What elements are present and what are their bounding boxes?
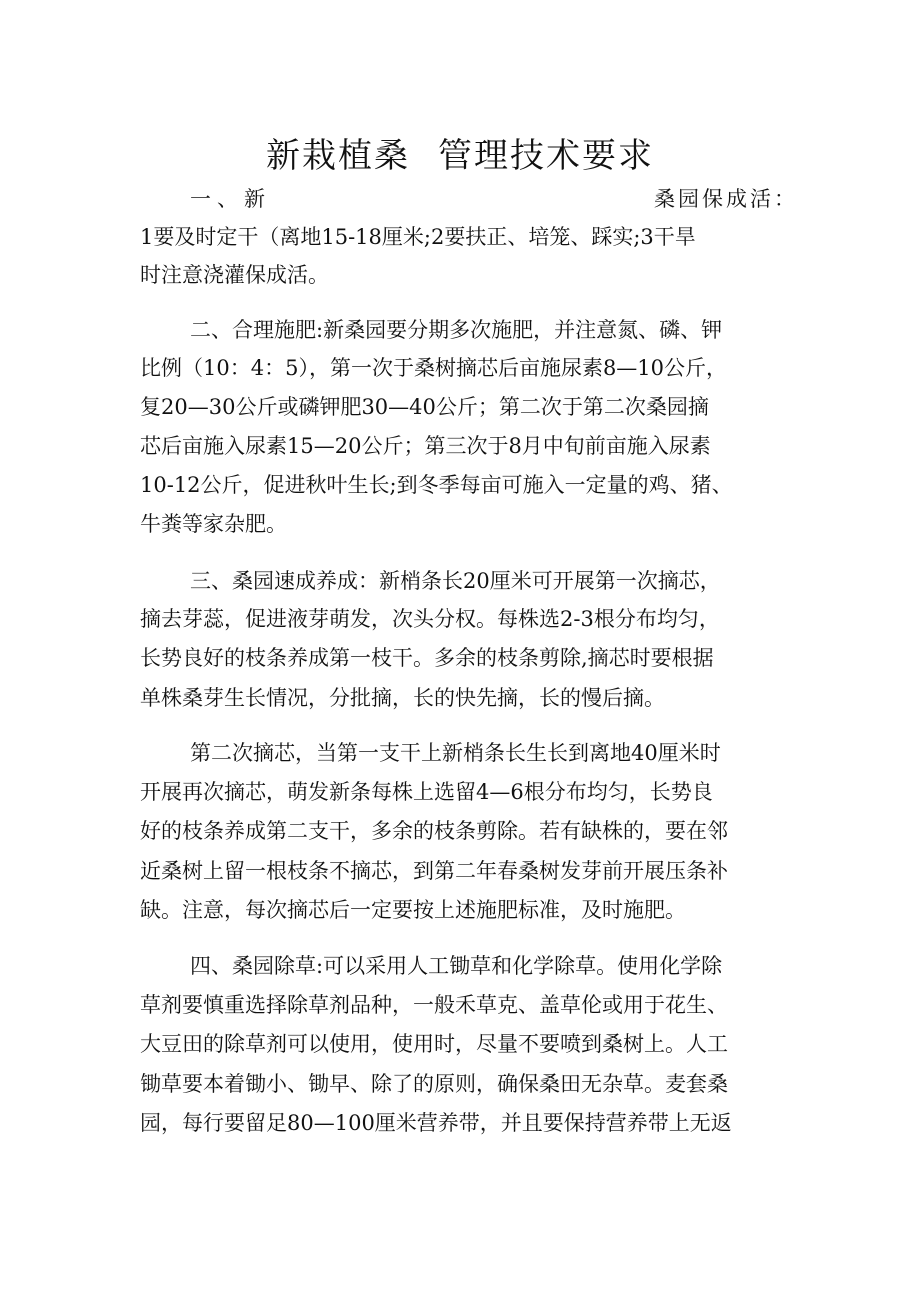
text-line: 复20—30公斤或磷钾肥30—40公斤；第二次于第二次桑园摘: [140, 395, 709, 419]
text-line: 近桑树上留一根枝条不摘芯，到第二年春桑树发芽前开展压条补: [140, 859, 728, 883]
text-line: 10-12公斤，促进秋叶生长;到冬季每亩可施入一定量的鸡、猪、: [140, 473, 733, 497]
text-line: 二、合理施肥:新桑园要分期多次施肥，并注意氮、磷、钾: [190, 318, 723, 342]
text-line: 摘去芽蕊，促进液芽萌发，次头分权。每株选2-3根分布均匀，: [140, 607, 720, 631]
text-line: 大豆田的除草剂可以使用，使用时，尽量不要喷到桑树上。人工: [140, 1032, 728, 1056]
text-line: 缺。注意，每次摘芯后一定要按上述施肥标准，及时施肥。: [140, 898, 686, 922]
text-line: 芯后亩施入尿素15—20公斤；第三次于8月中旬前亩施入尿素: [140, 434, 711, 458]
section1-heading-right: 桑园保成活：: [654, 187, 798, 211]
text-line: 园，每行要留足80—100厘米营养带，并且要保持营养带上无返: [140, 1111, 732, 1135]
text-line: 第二次摘芯，当第一支干上新梢条长生长到离地40厘米时: [190, 741, 721, 765]
section1-heading-left: 一、新: [190, 187, 271, 211]
text-line: 单株桑芽生长情况，分批摘，长的快先摘，长的慢后摘。: [140, 686, 665, 710]
text-line: 好的枝条养成第二支干，多余的枝条剪除。若有缺株的，要在邻: [140, 819, 728, 843]
text-line: 三、桑园速成养成：新梢条长20厘米可开展第一次摘芯，: [190, 569, 721, 593]
title-part-2: 管理技术要求: [438, 136, 654, 176]
text-line: 长势良好的枝条养成第一枝干。多余的枝条剪除,摘芯时要根据: [140, 646, 714, 670]
text-line: 锄草要本着锄小、锄早、除了的原则，确保桑田无杂草。麦套桑: [140, 1072, 728, 1096]
text-line: 时注意浇灌保成活。: [140, 263, 329, 287]
title-part-1: 新栽植桑: [266, 136, 410, 176]
text-line: 开展再次摘芯，萌发新条每株上选留4—6根分布均匀，长势良: [140, 780, 713, 804]
text-line: 四、桑园除草:可以采用人工锄草和化学除草。使用化学除: [190, 954, 723, 978]
text-line: 1要及时定干（离地15-18厘米;2要扶正、培笼、踩实;3干旱: [140, 225, 696, 249]
text-line: 草剂要慎重选择除草剂品种，一般禾草克、盖草伦或用于花生、: [140, 993, 728, 1017]
text-line: 比例（10：4：5），第一次于桑树摘芯后亩施尿素8—10公斤，: [140, 356, 728, 380]
document-title: [0, 128, 920, 177]
text-line: 牛粪等家杂肥。: [140, 512, 287, 536]
